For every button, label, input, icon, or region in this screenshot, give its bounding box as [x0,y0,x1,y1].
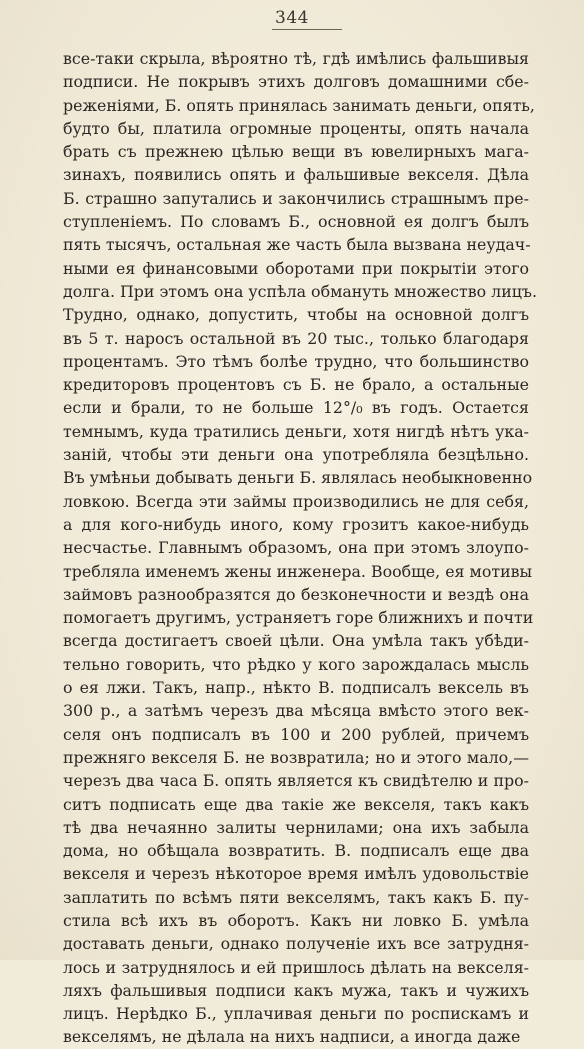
text-line: ляхъ фальшивыя подписи какъ мужа, такъ и чужихъ [63,980,529,1000]
text-line: тѣ два нечаянно залиты чернилами; она ихъ забыла [63,817,529,837]
text-line: темнымъ, куда тратились деньги, хотя нигдѣ нѣтъ ука- [63,421,529,441]
text-line: 300 р., а затѣмъ черезъ два мѣсяца вмѣсто этого век- [63,701,529,721]
text-line: заній, чтобы эти деньги она употребляла безцѣльно. [63,445,529,465]
text-line: Б. страшно запутались и закончились страшнымъ пре- [63,188,529,208]
text-line: ситъ подписать еще два такіе же векселя, такъ какъ [63,794,529,814]
header-rule [272,29,342,30]
text-line: зинахъ, появились опять и фальшивые векселя. Дѣла [63,165,529,185]
text-line: лось и затруднялось и ей пришлось дѣлать на векселя- [63,957,529,977]
text-line: въ 5 т. наросъ остальной въ 20 тыс., только благодаря [63,328,529,348]
text-line: все-таки скрыла, вѣроятно тѣ, гдѣ имѣлись фальшивыя [63,49,529,68]
text-line: тельно говорить, что рѣдко у кого зарождалась мысль [63,654,529,674]
text-line: а для кого-нибудь иного, кому грозитъ какое-нибудь [63,514,529,534]
text-line: векселя и черезъ нѣкоторое время имѣлъ удовольствіе [63,864,529,884]
text-line: будто бы, платила огромные проценты, опять начала [63,118,529,138]
text-line: подписи. Не покрывъ этихъ долговъ домашними сбе- [63,72,529,92]
text-line: если и брали, то не больше 12°/₀ въ годъ. Остается [63,398,529,418]
text-line: займовъ разнообразятся до безконечности и вездѣ она [63,584,529,604]
text-line: Въ умѣньи добывать деньги Б. являлась необыкновенно [63,468,533,488]
text-line: пять тысячъ, остальная же часть была вызвана неудач- [63,235,531,255]
text-line: ными ея финансовыми оборотами при покрытіи этого [63,258,529,278]
text-line: требляла именемъ жены инженера. Вообще, ея мотивы [63,561,533,581]
text-line: стила всѣ ихъ въ оборотъ. Какъ ни ловко Б. умѣла [63,910,529,930]
text-line: брать съ прежнею цѣлью вещи въ ювелирныхъ мага- [63,142,529,162]
text-line: кредиторовъ процентовъ съ Б. не брало, а остальные [63,375,529,395]
text-line: дома, но обѣщала возвратить. В. подписалъ еще два [63,841,529,861]
text-line: ступленіемъ. По словамъ Б., основной ея долгъ былъ [63,212,529,232]
text-line: ловкою. Всегда эти займы производились не для себя, [63,491,529,511]
text-line: помогаетъ другимъ, устраняетъ горе ближнихъ и почти [63,608,534,628]
text-line: о ея лжи. Такъ, напр., нѣкто В. подписалъ вексель въ [63,678,529,698]
text-line: доставать деньги, однако полученіе ихъ все затрудня- [63,934,529,954]
body-text [63,47,537,1049]
page-number: 344 [275,8,309,28]
text-line: прежняго векселя Б. не возвратила; но и этого мало,— [63,747,529,767]
text-line: несчастье. Главнымъ образомъ, она при этомъ злоупо- [63,538,529,558]
text-line: долга. При этомъ она успѣла обмануть множество лицъ. [63,281,537,301]
text-line: черезъ два часа Б. опять является къ свидѣтелю и про- [63,771,529,791]
text-line: Трудно, однако, допустить, чтобы на основной долгъ [63,305,529,325]
text-line: заплатить по всѣмъ пяти векселямъ, такъ какъ Б. пу- [63,887,529,907]
text-line: процентамъ. Это тѣмъ болѣе трудно, что большинство [63,351,529,371]
text-line: реженіями, Б. опять принялась занимать деньги, опять, [63,95,535,115]
text-line: лицъ. Нерѣдко Б., уплачивая деньги по роспискамъ и [63,1004,529,1024]
text-line: всегда достигаетъ своей цѣли. Она умѣла такъ убѣди- [63,631,529,651]
text-line: селя онъ подписалъ въ 100 и 200 рублей, причемъ [63,724,529,744]
text-line: векселямъ, не дѣлала на нихъ надписи, а иногда даже [63,1027,521,1047]
